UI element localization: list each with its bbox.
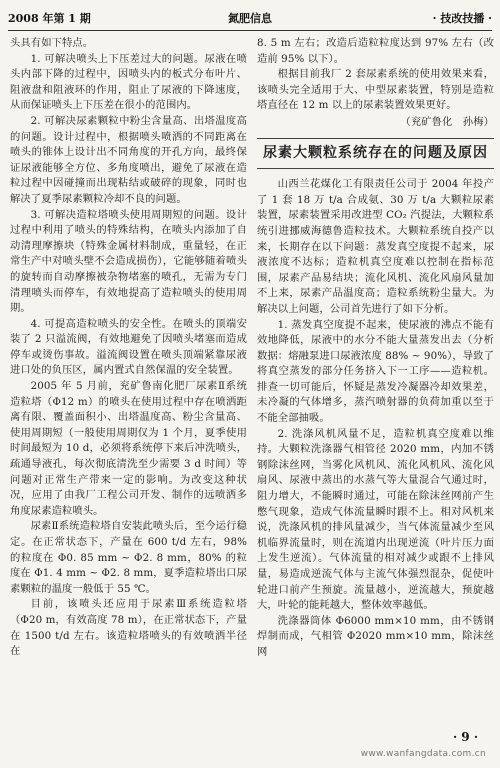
left-column <box>10 36 247 660</box>
paragraph: 尿素Ⅱ系统造粒塔自安装此喷头后，至今运行稳定。在正常状态下，产量在 600 t/d 左右，98% 的粒度在 Φ0. 85 mm ~ Φ2. 8 mm，80% 的粒度在 Φ1. 4 mm ~ Φ2. 8 mm，夏季造粒塔出口尿素颗粒的温度一般低于 55 ℃。 <box>10 520 247 595</box>
paragraph: 2. 可解决尿素颗粒中粉尘含量高、出塔温度高的问题。设计过程中，根据喷头喷洒的不同距离在喷头的锥体上设计出不同角度的开孔方向，最终保证尿液能够全方位、多角度喷出，避免了尿液在造粒过程中因碰撞而出现粘结或破碎的现象，同时也解决了夏季尿素颗粒冷却不良的问题。 <box>10 114 247 205</box>
paragraph: 2005 年 5 月前，兖矿鲁南化肥厂尿素Ⅱ系统造粒塔（Φ12 m）的喷头在使用过程中存在喷洒距离有限、覆盖面积小、出塔温度高、粉尘含量高、使用周期短（一般使用周期仅为 1 个月，夏季使用时间最短为 10 d，必须将系统停下来后冲洗喷头，疏通导液孔，每次彻底清洗至少需要 3 d 时间）等问题对正常生产带来一定的影响。为改变这种状况，应用了由我厂工程公司开发、制作的远喷洒多角度尿素造粒喷头。 <box>10 380 247 517</box>
paragraph: 2. 洗涤风机风量不足，造粒机真空度难以维持。大颗粒洗涤器气相管径 2020 mm，内加不锈钢除沫丝网，当雾化风机风、流化风机风、流化风扇风、尿液中蒸出的水蒸气等大量混合气通过时，阻力增大，不能瞬时通过，可能在除沫丝网前产生憋气现象，造成气体流量瞬时跟不上。相对风机来说，洗涤风机的排风量减少，当气体流量减少至风机临界流量时，则在流道内出现逆流（叶片压力面上发生逆流）。气体流量的相对减少或跟不上排风量，易造成逆流气体与主流气体强烈混杂，促使叶轮进口前产生预旋。流量越小，逆流越大，预旋越大，叶轮的能耗越大，整体效率越低。 <box>257 427 494 612</box>
column-label: · 技改技播 · <box>432 12 492 25</box>
paragraph: 4. 可提高造粒喷头的安全性。在喷头的顶端安装了 2 只溢流阀，有效地避免了因喷头堵塞而造成停车或烫伤事故。溢流阀设置在喷头顶端紧靠尿液进口处的负压区，属内置式自然保温的安全装置。 <box>10 317 247 377</box>
right-column <box>257 36 494 661</box>
section-title: 尿素大颗粒系统存在的问题及原因 <box>257 138 494 170</box>
paragraph: 3. 可解决造粒塔喷头使用周期短的问题。设计过程中利用了喷头的特殊结构，在喷头内添加了自动清理摩擦块（特殊金属材料制成，重量轻，在正常生产中对喷头壁不会造成损伤），它能够随着喷头的旋转而自动摩擦被杂物堵塞的喷孔，无需为专门清理喷头而停车，有效地提高了造粒喷头的使用周期。 <box>10 208 247 315</box>
paragraph: 根据目前我厂 2 套尿素系统的使用效果来看，该喷头完全适用于大、中型尿素装置，特别是造粒塔直径在 12 m 以上的尿素装置效果更好。 <box>257 68 494 112</box>
paragraph: 1. 蒸发真空度提不起来，使尿液的沸点不能有效地降低，尿液中的水分不能大量蒸发出去（分析数据：熔融泵进口尿液浓度 88% ~ 90%），导致了将真空蒸发的部分任务挤入下一工序——造粒机。排查一切可能后，怀疑是蒸发冷凝器冷却效果差，未冷凝的气体增多，蒸汽喷射器的负荷加重以至于不能全部抽吸。 <box>257 318 494 425</box>
paragraph: 头具有如下特点。 <box>10 37 94 49</box>
paragraph: 1. 可解决喷头上下压差过大的问题。尿液在喷头内部下降的过程中，因喷头内的板式分布叶片、阻液盘和阻液环的作用，阻止了尿液的下降速度，从而保证喷头上下压差在很小的范围内。 <box>10 52 247 112</box>
paragraph: 山西兰花煤化工有限责任公司于 2004 年投产了 1 套 18 万 t/a 合成氨、30 万 t/a 大颗粒尿素装置，尿素装置采用改进型 CO₂ 汽提法，大颗粒系统引进挪威海德鲁造粒技术。大颗粒系统自投产以来，长期存在以下问题：蒸发真空度提不起来，尿液浓度不达标；造粒机真空度难以控制在指标范围，尿素产品易结块；流化风机、流化风扇风量加不上来，尿素产品温度高；造粒系统粉尘量大。为解决以上问题，公司首先进行了如下分析。 <box>257 178 494 315</box>
author-signature: （兖矿鲁化 孙梅） <box>400 115 494 128</box>
issue-label: 2008 年第 1 期 <box>8 12 91 25</box>
paragraph: 洗涤器筒体 Φ6000 mm×10 mm，由不锈钢焊制而成，气相管 Φ2020 mm×10 mm，除沫丝网 <box>257 614 494 658</box>
page-header <box>8 6 492 31</box>
journal-title: 氮肥信息 <box>228 12 272 25</box>
paragraph: 8. 5 m 左右；改造后造粒粒度达到 97% 左右（改造前 95% 以下）。 <box>257 37 494 65</box>
page-number: · 9 · <box>452 730 478 744</box>
watermark: www.wanfangdata.com.cn <box>360 749 486 759</box>
paragraph: 目前，该喷头还应用于尿素Ⅲ系统造粒塔（Φ20 m，有效高度 78 m），在正常状态下，产量在 1500 t/d 左右。该造粒塔喷头的有效喷洒半径在 <box>10 598 247 658</box>
